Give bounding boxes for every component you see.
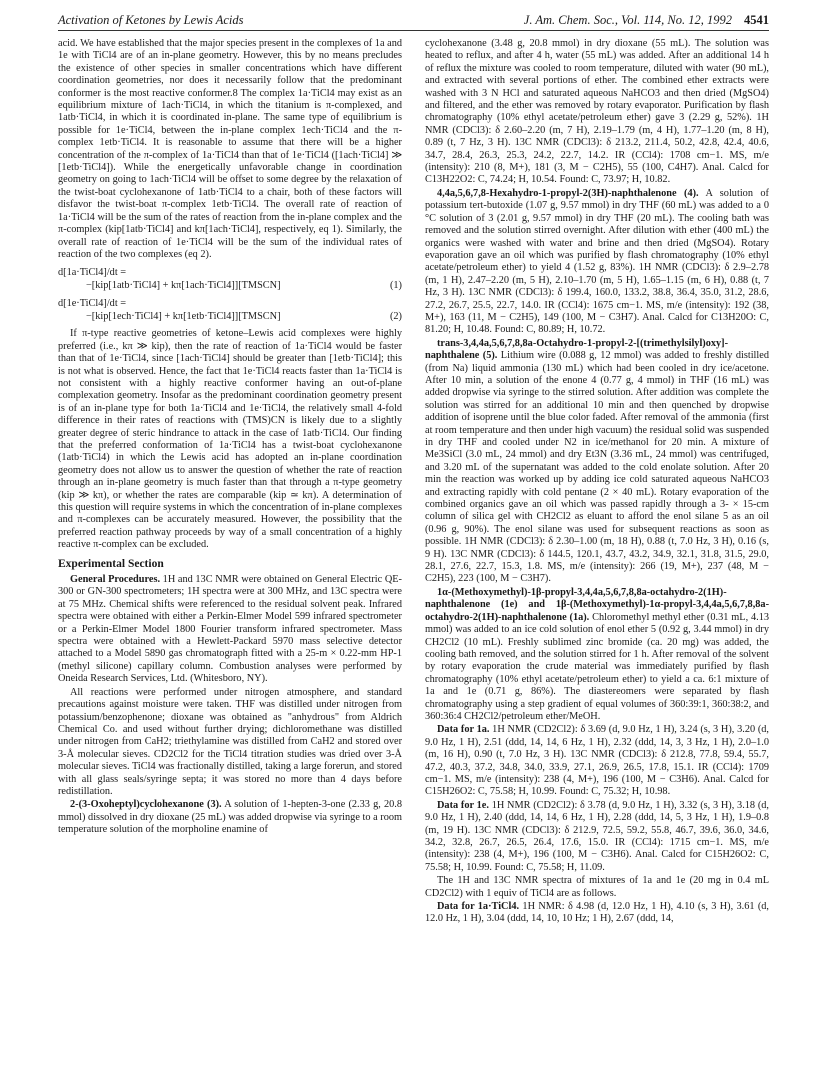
equation-1: [58, 266, 402, 292]
paragraph: All reactions were performed under nitrogen atmosphere, and standard precautions against moisture were taken. THF was distilled under nitrogen from potassium/benzophenone; dioxane was obtained as "anhydrous" from Aldrich Chemical Co. and used without further drying; dichloromethane was distilled under nitrogen from CaH2; triethylamine was distilled from CaH2 and stored over 3-Å molecular sieves. CD2Cl2 for the TiCl4 titration studies was dried over 3-Å molecular sieves. TiCl4 was fractionally distilled, taking a large forerun, and stored with all glass seals/syringe septa; it was stored no more than 4 days before redistillation.: [58, 686, 402, 797]
paragraph: [425, 188, 769, 337]
run-in-heading: Data for 1e.: [437, 799, 489, 811]
run-in-heading: General Procedures.: [70, 574, 161, 586]
running-title: Activation of Ketones by Lewis Acids: [58, 13, 244, 27]
equation-rhs: −[kip[1ech·TiCl4] + kπ[1etb·TiCl4]][TMSCN]: [86, 311, 281, 323]
paragraph-text: Chloromethyl methyl ether (0.31 mL, 4.13 mmol) was added to an ice cold solution of enol ether 5 (0.92 g, 3.44 mmol) in dry CH2Cl2 (10 mL). Freshly sublimed zinc bromide (ca. 20 mg) was added, the cooling bath removed, and the solution stirred for 1 h. After removal of the solvent by rotary evaporation the crude material was immediately purified by flash chromatography (10% ethyl acetate/petroleum ether) to yield a ca. 6:1 mixture of 1a and 1e (0.71 g, 86%). The diastereomers were separated by flash chromatography using a step gradient of equal volumes of 360:39:1, 360:38:2, and 360:36:4 CH2Cl2/petroleum ether/MeOH.: [425, 611, 769, 722]
paragraph: cyclohexanone (3.48 g, 20.8 mmol) in dry dioxane (55 mL). The solution was heated to reflux, and after 4 h, water (55 mL) was added. After an additional 14 h of reflux the mixture was cooled to room temperature, diluted with water (90 mL), and extracted with several portions of ether. The combined ether extracts were washed with 3 N HCl and saturated aqueous NaHCO3 and then dried (MgSO4) and filtered, and the ether was removed by rotary evaporator. Purification by flash chromatography (10% ethyl acetate/petroleum ether) gave 3 (2.29 g, 52%). 1H NMR (CDCl3): δ 2.60–2.20 (m, 7 H), 2.19–1.79 (m, 4 H), 1.77–1.20 (m, 8 H), 0.89 (t, 7 Hz, 3 H). 13C NMR (CDCl3): δ 213.2, 211.4, 50.2, 42.8, 42.4, 40.6, 34.7, 28.4, 26.3, 25.3, 24.2, 22.7, 14.2. IR (CCl4): 1708 cm−1. MS, m/e (intensity): 210 (8, M+), 181 (3, M − C2H5), 55 (100, C4H7). Anal. Calcd for C13H22O2: C, 74.24; H, 10.54. Found: C, 73.97; H, 10.82.: [425, 38, 769, 186]
paragraph-text: 1H and 13C NMR were obtained on General Electric QE-300 or GN-300 spectrometers; 1H spectra were at 300 MHz, and 13C spectra were at 75 MHz. Chemical shifts were referenced to the residual solvent peak. Infrared spectra were obtained with either a Perkin-Elmer Model 599 infrared spectrometer or a Perkin-Elmer Model 1800 Fourier transform infrared spectrometer. Mass spectra were obtained with a Hewlett-Packard 5970 mass selective detector attached to a Model 5890 gas chromatograph fitted with a 25-m × 0.22-mm HP-1 (methyl silicone) capillary column. Combustion analyses were performed by Oneida Research Services, Ltd. (Whitesboro, NY).: [58, 574, 402, 685]
paragraph: The 1H and 13C NMR spectra of mixtures of 1a and 1e (20 mg in 0.4 mL CD2Cl2) with 1 equiv of TiCl4 are as follows.: [425, 875, 769, 899]
paragraph-text: Lithium wire (0.088 g, 12 mmol) was added to freshly distilled (from Na) liquid ammonia (130 mL) which had been cooled in dry ice/acetone. After 10 min, a solution of the enone 4 (0.77 g, 4 mmol) in THF (16 mL) was added dropwise via syringe to the stirred solution. After addition was complete the solution was stirred for an additional 10 min and then quenched by dropwise addition of isoprene until the blue color faded. After removal of the ammonia (first at room temperature and then under high vacuum) the residual solid was suspended in dry THF and cooled under N2 in ice/methanol for 20 min. A mixture of Me3SiCl (3.0 mL, 24 mmol) and dry Et3N (3.36 mL, 24 mmol) was centrifuged, and 3.20 mL of the supernatant was added to the cold enolate solution. After 20 min the reaction was worked up by adding ice cold saturated aqueous NaHCO3 and extracting rapidly with cold pentane (2 × 40 mL). Rotary evaporation of the combined organics gave an oil which was passed rapidly through a 3- × 15-cm column of silica gel with CH2Cl2 as eluant to afford the enol silane 5 as an oil (0.96 g, 90%). The enol silane was used for subsequent reactions as soon as possible. 1H NMR (CDCl3): δ 2.30–1.00 (m, 18 H), 0.88 (t, 7.0 Hz, 3 H), 0.16 (s, 9 H). 13C NMR (CDCl3): δ 144.5, 120.1, 43.7, 43.2, 34.9, 32.1, 31.8, 31.5, 29.0, 28.1, 27.6, 22.7, 15.3, 1.8. MS, m/e (intensity): 266 (19, M+), 237 (48, M − C2H5), 223 (100, M − C3H7).: [425, 350, 770, 585]
paragraph: [425, 338, 769, 586]
paragraph: If π-type reactive geometries of ketone–Lewis acid complexes were highly preferred (i.e., kπ ≫ kip), then the rate of reaction of 1a·TiCl4 would be faster than that of 1e·TiCl4, since [1ach·TiCl4] should be greater than [1etb·TiCl4]; this is not what is observed. Hence, the fact that 1e·TiCl4 reacts faster than 1a·TiCl4 is not consistent with a highly reactive conformer having an out-of-plane complexation geometry. Insofar as the predominant coordination geometry present is of an in-plane type for both 1a·TiCl4 and 1e·TiCl4, the relatively small 4-fold difference in their rates of reactions with (TMS)CN is likely due to a slightly greater degree of steric hindrance to attack in the case of 1atb·TiCl4. Our finding that the preferred conformation of 1a·TiCl4 has a twist-boat cyclohexanone (1atb·TiCl4) in which the Lewis acid has adopted an in-plane coordination geometry does not allow us to answer the question of whether the rate of reaction through an in-plane geometry is much faster than that through a π-type geometry (kip ≫ kπ), or whether the rates are comparable (kip ≃ kπ). A determination of this question will require systems in which the concentration of in-plane complexes and π-complexes can be accurately measured. However, the possibility that the preferred reaction pathway proceeds by way of a small concentration of a highly reactive π-complex can be excluded.: [58, 328, 403, 551]
page-header: [58, 10, 769, 31]
run-in-heading: trans-3,4,4a,5,6,7,8,8a-Octahydro-1-propyl-2-[(trimethylsilyl)oxy]-naphthalene (5).: [425, 337, 729, 362]
page-number: 4541: [744, 13, 769, 27]
right-column: [425, 38, 769, 927]
paragraph: [425, 800, 769, 874]
equation-rhs: −[kip[1atb·TiCl4] + kπ[1ach·TiCl4]][TMSCN]: [86, 280, 281, 292]
equation-lhs: d[1e·TiCl4]/dt =: [58, 298, 127, 310]
paragraph: acid. We have established that the major species present in the complexes of 1a and 1e with TiCl4 are of an in-plane geometry. However, this by no means precludes the existence of other species in smaller concentrations which have different coordination geometries, nor does it necessarily follow that the predominant conformer is the most reactive conformer.8 The complex 1a·TiCl4 may exist as an equilibrium mixture of 1ach·TiCl4, in which the titanium is π-complexed, and 1atb·TiCl4, in which it is coordinated in-plane. The same type of equilibrium is possible for 1e·TiCl4, between the in-plane complex 1ech·TiCl4 and the π-complex 1etb·TiCl4. It is reasonable to assume that there will be a higher concentration of the π-complex of 1a·TiCl4 than that of 1e·TiCl4 ([1ach·TiCl4] ≫ [1etb·TiCl4]). While the energetically unfavorable change in coordination geometry on going to 1ach·TiCl4 will be offset to some degree by the relaxation of the twist-boat cyclohexanone of 1atb·TiCl4 to a chair, both of these factors will disfavor the twist-boat π-complex 1etb·TiCl4. The overall rate of reaction of 1a·TiCl4 will be the sum of the rates of reaction from the in-plane complex and the π-complex (kip[1atb·TiCl4] and kπ[1ach·TiCl4], respectively, eq 1). Similarly, the overall rate of reaction of 1e·TiCl4 will be the sum of the individual rates of reaction of the two complexes (eq 2).: [58, 38, 402, 260]
journal-reference: J. Am. Chem. Soc., Vol. 114, No. 12, 1992: [523, 13, 732, 27]
paragraph-text: A solution of 1-hepten-3-one (2.33 g, 20.8 mmol) dissolved in dry dioxane (25 mL) was added dropwise via syringe to a room temperature solution of the morpholine enamine of: [58, 799, 403, 836]
paragraph-text: 1H NMR (CD2Cl2): δ 3.69 (d, 9.0 Hz, 1 H), 3.24 (s, 3 H), 3.20 (d, 9.0 Hz, 1 H), 2.51 (ddd, 14, 14, 6 Hz, 1 H), 2.32 (ddd, 14, 3, 3 Hz, 1 H), 2.0–1.0 (m, 16 H), 0.90 (t, 7.0 Hz, 3 H). 13C NMR (CDCl3): δ 212.8, 77.8, 59.4, 55.7, 47.2, 40.3, 37.2, 34.8, 34.0, 33.9, 27.1, 26.9, 26.5, 17.8, 15.1. IR (CCl4): 1709 cm−1. MS, m/e (intensity): 238 (4, M+), 196 (100, M − C3H6). Anal. Calcd for C15H26O2: C, 75.58; H, 10.99. Found: C, 75.32; H, 10.98.: [425, 724, 769, 798]
equation-2: [58, 297, 402, 323]
equation-lhs: d[1a·TiCl4]/dt =: [58, 267, 127, 279]
paragraph: [58, 574, 402, 686]
equation-number: (2): [389, 311, 402, 323]
run-in-heading: Data for 1a.: [437, 724, 490, 736]
paragraph-text: 1H NMR (CD2Cl2): δ 3.78 (d, 9.0 Hz, 1 H), 3.32 (s, 3 H), 3.18 (d, 9.0 Hz, 1 H), 2.40 (ddd, 14, 14, 6 Hz, 1 H), 2.28 (ddd, 14, 5, 3 Hz, 1 H), 1.9–0.8 (m, 19 H). 13C NMR (CDCl3): δ 212.9, 72.5, 59.2, 55.8, 46.7, 39.6, 36.0, 34.6, 34.2, 32.8, 26.7, 26.5, 26.4, 17.6, 15.0. IR (CCl4): 1715 cm−1. MS, m/e (intensity): 238 (4, M+), 196 (100, M − C3H6). Anal. Calcd for C15H26O2: C, 75.58; H, 10.99. Found: C, 75.58; H, 11.09.: [425, 799, 769, 873]
journal-citation: [524, 13, 769, 28]
paragraph-text: A solution of potassium tert-butoxide (1.07 g, 9.57 mmol) in dry THF (60 mL) was added to a 0 °C solution of 3 (2.01 g, 9.57 mmol) in dry THF (20 mL). The cooling bath was removed and the solution stirred overnight. After dilution with ether (400 mL) the organics were washed with water and brine and then dried (MgSO4). Rotary evaporation gave an oil which was purified by flash chromatography (10% ethyl acetate/petroleum ether) to yield 4 (1.52 g, 83%). 1H NMR (CDCl3): δ 2.9–2.78 (m, 1 H), 2.47–2.20 (m, 5 H), 2.10–1.70 (m, 5 H), 1.65–1.15 (m, 6 H), 0.88 (t, 7 Hz, 3 H). 13C NMR (CDCl3): δ 199.4, 160.0, 133.2, 38.8, 36.4, 35.0, 31.2, 28.6, 27.2, 26.7, 25.5, 22.7, 14.0. IR (CCl4): 1675 cm−1. MS, m/e (intensity): 192 (38, M+), 163 (11, M − C2H5), 149 (100, M − C3H7). Anal. Calcd for C13H20O: C, 81.20; H, 10.48. Found: C, 80.89; H, 10.72.: [425, 187, 769, 336]
paragraph-text: 1H NMR: δ 4.98 (d, 12.0 Hz, 1 H), 4.10 (s, 3 H), 3.61 (d, 12.0 Hz, 1 H), 3.04 (ddd, 14, 10, 10 Hz; 1 H), 2.67 (ddd, 14,: [425, 901, 769, 925]
run-in-heading: Data for 1a·TiCl4.: [437, 901, 520, 913]
run-in-heading: 2-(3-Oxoheptyl)cyclohexanone (3).: [70, 799, 222, 811]
paragraph: [58, 799, 402, 836]
left-column: [58, 38, 402, 838]
run-in-heading: 4,4a,5,6,7,8-Hexahydro-1-propyl-2(3H)-naphthalenone (4).: [437, 187, 699, 199]
section-heading: Experimental Section: [58, 557, 164, 570]
equation-number: (1): [389, 280, 402, 292]
paragraph: [425, 587, 769, 723]
run-in-heading: 1α-(Methoxymethyl)-1β-propyl-3,4,4a,5,6,7,8,8a-octahydro-2(1H)-naphthalenone (1e) and 1β-(Methoxymethyl)-1α-propyl-3,4,4a,5,6,7,8,8a-octahydro-2(1H)-naphthalenone (1a).: [425, 586, 769, 623]
paragraph: [425, 901, 769, 926]
paragraph: [425, 724, 769, 798]
